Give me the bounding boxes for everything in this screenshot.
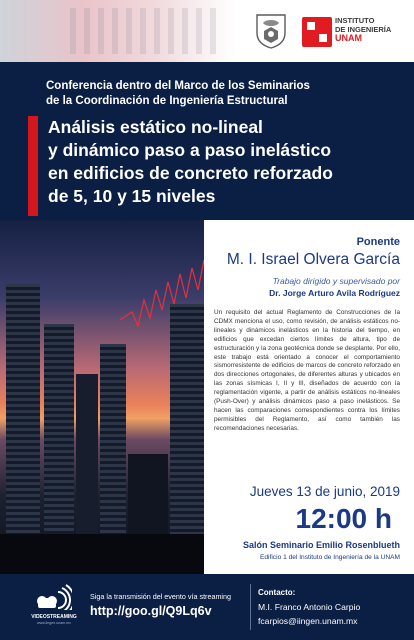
header-photo — [0, 0, 236, 62]
institute-logo-icon — [302, 17, 332, 47]
event-building: Edificio 1 del Instituto de Ingeniería de la UNAM — [259, 554, 400, 561]
videostreaming-icon — [36, 584, 72, 610]
seismograph-line-icon — [120, 260, 204, 350]
stream-brand-label: VIDEOSTREAMING — [31, 614, 77, 620]
contact-label: Contacto: — [258, 588, 296, 597]
title-line-2: y dinámico paso a paso inelástico — [48, 140, 332, 160]
event-time: 12:00 h — [295, 503, 392, 534]
header-band — [0, 0, 414, 62]
title-line-3: en edificios de concreto reforzado — [48, 163, 333, 183]
supervised-label: Trabajo dirigido y supervisado por — [272, 276, 400, 286]
building-shape — [6, 284, 40, 574]
institute-name — [335, 16, 391, 43]
institute-line-1: INSTITUTO — [335, 16, 375, 25]
title-line-1: Análisis estático no-lineal — [48, 117, 263, 137]
abstract-text: Un requisito del actual Reglamento de Construcciones de la CDMX menciona el uso, como revisión, de análisis estáticos no-lineales y dinámicos inelásticos en la historia del tiempo, en edificios que excedan ciertos límites de altura, tipo de estructuración y la zona geotécnica donde se desplante. Por ello, este trabajo está orientado a conocer el comportamiento sismorresistente de edificios de marcos de concreto reforzado en dos direcciones ortogonales, de diferentes alturas y ubicados en las zonas sísmicas I, II y III, diseñados de acuerdo con la reglamentación vigente, a partir de análisis estáticos no-lineales (Push-Over) y análisis dinámicos paso a paso inelásticos. Se hacen las comparaciones correspondientes contra los límites permisibles del Reglamento, así como también las recomendaciones necesarias. — [214, 309, 400, 432]
speaker-label: Ponente — [356, 236, 400, 248]
talk-title — [48, 116, 408, 208]
contact-email-link[interactable]: fcarpios@iingen.unam.mx — [258, 616, 358, 626]
institute-line-2: DE INGENIERÍA — [335, 25, 392, 34]
footer-divider — [250, 584, 251, 630]
contact-name: M.I. Franco Antonio Carpio — [258, 602, 361, 612]
supervisor-name: Dr. Jorge Arturo Avila Rodríguez — [269, 288, 400, 298]
institute-line-3: UNAM — [335, 33, 362, 43]
event-venue: Salón Seminario Emilio Rosenblueth — [242, 540, 400, 550]
conference-line-1: Conferencia dentro del Marco de los Seminarios — [46, 80, 310, 92]
stream-link[interactable]: http://goo.gl/Q9Lq6v — [90, 604, 212, 618]
speaker-name: M. I. Israel Olvera García — [226, 251, 400, 268]
title-line-4: de 5, 10 y 15 niveles — [48, 186, 216, 206]
event-date: Jueves 13 de junio, 2019 — [249, 484, 400, 499]
city-skyline-photo — [0, 220, 204, 574]
unam-seal-icon — [254, 13, 288, 49]
title-accent-bar — [28, 116, 38, 216]
ground-shape — [0, 534, 204, 574]
footer-band — [0, 574, 414, 640]
stream-follow-text: Siga la transmisión del evento vía streaming — [90, 592, 232, 601]
conference-line-2: de la Coordinación de Ingeniería Estructural — [46, 95, 288, 107]
stream-brand-url[interactable]: www.iingen.unam.mx — [37, 621, 71, 625]
